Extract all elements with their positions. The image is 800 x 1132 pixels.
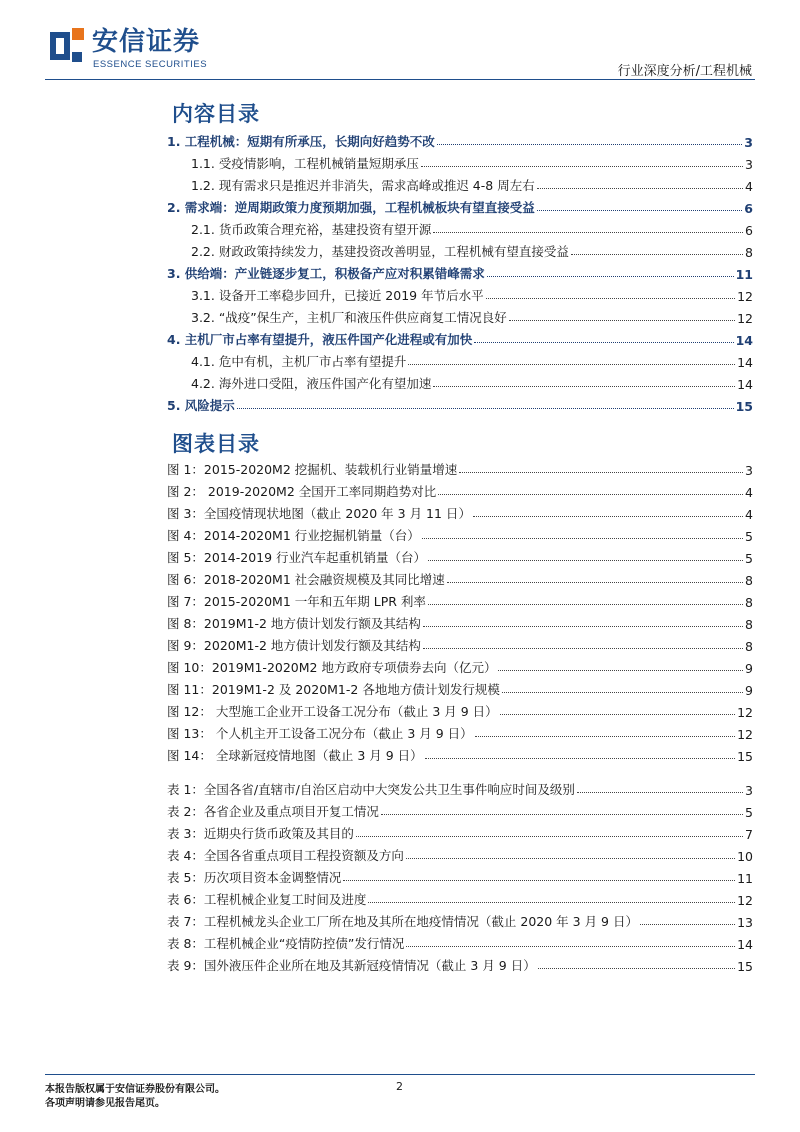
contents-entry-title: 5. 风险提示: [167, 398, 235, 413]
footer-copyright: 本报告版权属于安信证券股份有限公司。: [45, 1084, 225, 1095]
contents-entry[interactable]: [167, 238, 753, 260]
figure-entry-page: 5: [745, 551, 753, 566]
contents-entry-page: 14: [735, 333, 753, 348]
dot-leader: [406, 858, 735, 859]
figure-entry[interactable]: [167, 720, 753, 742]
dot-leader: [423, 626, 743, 627]
table-entry-title: 表 2：各省企业及重点项目开复工情况: [167, 804, 379, 819]
contents-title: 内容目录: [172, 102, 260, 126]
contents-entry-title: 1.1. 受疫情影响，工程机械销量短期承压: [191, 156, 419, 171]
figure-entry[interactable]: [167, 742, 753, 764]
contents-entry[interactable]: [167, 370, 753, 392]
figure-entry[interactable]: [167, 610, 753, 632]
dot-leader: [368, 902, 735, 903]
dot-leader: [423, 648, 743, 649]
contents-entry-page: 3: [745, 157, 753, 172]
figure-entry-page: 9: [745, 683, 753, 698]
table-entry-title: 表 1：全国各省/直辖市/自治区启动中大突发公共卫生事件响应时间及级别: [167, 782, 575, 797]
company-name-en: ESSENCE SECURITIES: [93, 59, 208, 70]
figure-entry[interactable]: [167, 654, 753, 676]
dot-leader: [237, 408, 734, 409]
table-entry-title: 表 6：工程机械企业复工时间及进度: [167, 892, 367, 907]
figure-entry-page: 12: [737, 705, 753, 720]
figures-title: 图表目录: [172, 432, 260, 456]
dot-leader: [408, 364, 735, 365]
table-entry[interactable]: [167, 820, 753, 842]
figure-entry[interactable]: [167, 588, 753, 610]
dot-leader: [500, 714, 735, 715]
table-entry-page: 7: [745, 827, 753, 842]
table-entry[interactable]: [167, 776, 753, 798]
dot-leader: [422, 538, 743, 539]
table-entry[interactable]: [167, 908, 753, 930]
contents-entry-title: 1.2. 现有需求只是推迟并非消失，需求高峰或推迟 4-8 周左右: [191, 178, 535, 193]
contents-entry-title: 3.1. 设备开工率稳步回升，已接近 2019 年节后水平: [191, 288, 484, 303]
contents-entry-page: 15: [735, 399, 753, 414]
tables-list: [167, 776, 753, 974]
contents-entry-page: 14: [737, 355, 753, 370]
contents-entry-page: 3: [744, 135, 753, 150]
page-header: [0, 0, 800, 80]
dot-leader: [577, 792, 743, 793]
figure-entry-page: 9: [745, 661, 753, 676]
table-entry-title: 表 4：全国各省重点项目工程投资额及方向: [167, 848, 404, 863]
dot-leader: [571, 254, 743, 255]
figure-entry[interactable]: [167, 676, 753, 698]
contents-entry-page: 4: [745, 179, 753, 194]
contents-entry[interactable]: [167, 326, 753, 348]
dot-leader: [428, 604, 743, 605]
table-entry[interactable]: [167, 798, 753, 820]
dot-leader: [486, 298, 736, 299]
table-entry-page: 14: [737, 937, 753, 952]
figure-entry[interactable]: [167, 522, 753, 544]
contents-entry-page: 11: [735, 267, 753, 282]
dot-leader: [537, 188, 743, 189]
table-entry-title: 表 3：近期央行货币政策及其目的: [167, 826, 354, 841]
dot-leader: [502, 692, 743, 693]
contents-entry[interactable]: [167, 348, 753, 370]
contents-entry-title: 3. 供给端：产业链逐步复工，积极备产应对积累错峰需求: [167, 266, 485, 281]
dot-leader: [356, 836, 743, 837]
table-entry-title: 表 7：工程机械龙头企业工厂所在地及其所在地疫情情况（截止 2020 年 3 月 9 日）: [167, 914, 638, 929]
contents-entry-title: 4. 主机厂市占率有望提升，液压件国产化进程或有加快: [167, 332, 473, 347]
dot-leader: [509, 320, 735, 321]
contents-entry-title: 2. 需求端：逆周期政策力度预期加强，工程机械板块有望直接受益: [167, 200, 535, 215]
figure-entry-page: 3: [745, 463, 753, 478]
dot-leader: [406, 946, 735, 947]
report-category: 行业深度分析/工程机械: [617, 64, 752, 79]
contents-entry-page: 6: [745, 223, 753, 238]
table-entry-page: 12: [737, 893, 753, 908]
figure-entry[interactable]: [167, 478, 753, 500]
dot-leader: [447, 582, 743, 583]
dot-leader: [433, 232, 743, 233]
dot-leader: [438, 494, 743, 495]
figure-entry-page: 8: [745, 595, 753, 610]
figure-entry-title: 图 2： 2019-2020M2 全国开工率同期趋势对比: [167, 484, 437, 499]
figure-entry-page: 4: [745, 485, 753, 500]
contents-entry-page: 8: [745, 245, 753, 260]
figure-entry-title: 图 8：2019M1-2 地方债计划发行额及其结构: [167, 616, 421, 631]
contents-entry-title: 3.2. “战疫”保生产，主机厂和液压件供应商复工情况良好: [191, 310, 507, 325]
table-entry-title: 表 9：国外液压件企业所在地及其新冠疫情情况（截止 3 月 9 日）: [167, 958, 536, 973]
dot-leader: [473, 516, 743, 517]
figure-entry-title: 图 4：2014-2020M1 行业挖掘机销量（台）: [167, 528, 420, 543]
contents-entry-title: 4.1. 危中有机，主机厂市占率有望提升: [191, 354, 407, 369]
dot-leader: [425, 758, 735, 759]
table-entry-page: 11: [737, 871, 753, 886]
table-entry-title: 表 5：历次项目资本金调整情况: [167, 870, 342, 885]
figure-entry[interactable]: [167, 566, 753, 588]
figure-entry-page: 8: [745, 617, 753, 632]
dot-leader: [537, 210, 742, 211]
figure-entry[interactable]: [167, 544, 753, 566]
table-entry-page: 3: [745, 783, 753, 798]
figure-entry-page: 8: [745, 573, 753, 588]
table-entry[interactable]: [167, 842, 753, 864]
contents-entry[interactable]: [167, 216, 753, 238]
contents-entry-title: 1. 工程机械：短期有所承压，长期向好趋势不改: [167, 134, 435, 149]
dot-leader: [459, 472, 743, 473]
footer-divider: [45, 1074, 755, 1075]
figure-entry-title: 图 10：2019M1-2020M2 地方政府专项债券去向（亿元）: [167, 660, 497, 675]
figure-entry-title: 图 3：全国疫情现状地图（截止 2020 年 3 月 11 日）: [167, 506, 471, 521]
company-name-cn: 安信证券: [92, 27, 201, 57]
table-entry[interactable]: [167, 930, 753, 952]
dot-leader: [381, 814, 743, 815]
figure-entry-title: 图 11：2019M1-2 及 2020M1-2 各地地方债计划发行规模: [167, 682, 500, 697]
table-entry-title: 表 8：工程机械企业“疫情防控债”发行情况: [167, 936, 405, 951]
figure-entry-title: 图 7：2015-2020M1 一年和五年期 LPR 利率: [167, 594, 426, 609]
figure-entry-page: 12: [737, 727, 753, 742]
contents-entry[interactable]: [167, 304, 753, 326]
contents-entry-page: 12: [737, 289, 753, 304]
dot-leader: [433, 386, 735, 387]
dot-leader: [421, 166, 743, 167]
figure-entry[interactable]: [167, 456, 753, 478]
figure-entry[interactable]: [167, 698, 753, 720]
figure-entry[interactable]: [167, 632, 753, 654]
contents-entry-title: 2.1. 货币政策合理充裕，基建投资有望开源: [191, 222, 432, 237]
dot-leader: [498, 670, 743, 671]
figure-entry-title: 图 14： 全球新冠疫情地图（截止 3 月 9 日）: [167, 748, 423, 763]
contents-entry[interactable]: [167, 172, 753, 194]
figure-entry-page: 8: [745, 639, 753, 654]
contents-entry[interactable]: [167, 282, 753, 304]
figure-entry-title: 图 9：2020M1-2 地方债计划发行额及其结构: [167, 638, 421, 653]
contents-list: [167, 128, 753, 414]
contents-entry-page: 6: [744, 201, 753, 216]
dot-leader: [538, 968, 735, 969]
table-entry[interactable]: [167, 864, 753, 886]
dot-leader: [487, 276, 734, 277]
contents-entry[interactable]: [167, 128, 753, 150]
dot-leader: [474, 342, 733, 343]
figure-entry-title: 图 12： 大型施工企业开工设备工况分布（截止 3 月 9 日）: [167, 704, 498, 719]
table-entry-page: 13: [737, 915, 753, 930]
table-entry[interactable]: [167, 952, 753, 974]
contents-entry[interactable]: [167, 392, 753, 414]
contents-entry-title: 2.2. 财政政策持续发力，基建投资改善明显，工程机械有望直接受益: [191, 244, 569, 259]
table-entry[interactable]: [167, 886, 753, 908]
page-number: 2: [396, 1080, 403, 1093]
dot-leader: [343, 880, 735, 881]
figure-entry-title: 图 5：2014-2019 行业汽车起重机销量（台）: [167, 550, 427, 565]
contents-entry-page: 12: [737, 311, 753, 326]
contents-entry[interactable]: [167, 260, 753, 282]
table-entry-page: 15: [737, 959, 753, 974]
figure-entry-title: 图 1：2015-2020M2 挖掘机、装载机行业销量增速: [167, 462, 458, 477]
figure-entry-page: 4: [745, 507, 753, 522]
dot-leader: [428, 560, 743, 561]
dot-leader: [475, 736, 735, 737]
table-entry-page: 10: [737, 849, 753, 864]
contents-entry[interactable]: [167, 150, 753, 172]
header-divider: [45, 79, 755, 80]
dot-leader: [437, 144, 742, 145]
figure-entry-page: 5: [745, 529, 753, 544]
dot-leader: [640, 924, 735, 925]
table-entry-page: 5: [745, 805, 753, 820]
figure-entry-page: 15: [737, 749, 753, 764]
footer-disclaimer: 各项声明请参见报告尾页。: [45, 1098, 165, 1109]
figures-list: [167, 456, 753, 764]
contents-entry-title: 4.2. 海外进口受阻，液压件国产化有望加速: [191, 376, 432, 391]
figure-entry-title: 图 13： 个人机主开工设备工况分布（截止 3 月 9 日）: [167, 726, 473, 741]
contents-entry-page: 14: [737, 377, 753, 392]
figure-entry-title: 图 6：2018-2020M1 社会融资规模及其同比增速: [167, 572, 445, 587]
contents-entry[interactable]: [167, 194, 753, 216]
figure-entry[interactable]: [167, 500, 753, 522]
essence-logo-icon: [50, 28, 84, 64]
